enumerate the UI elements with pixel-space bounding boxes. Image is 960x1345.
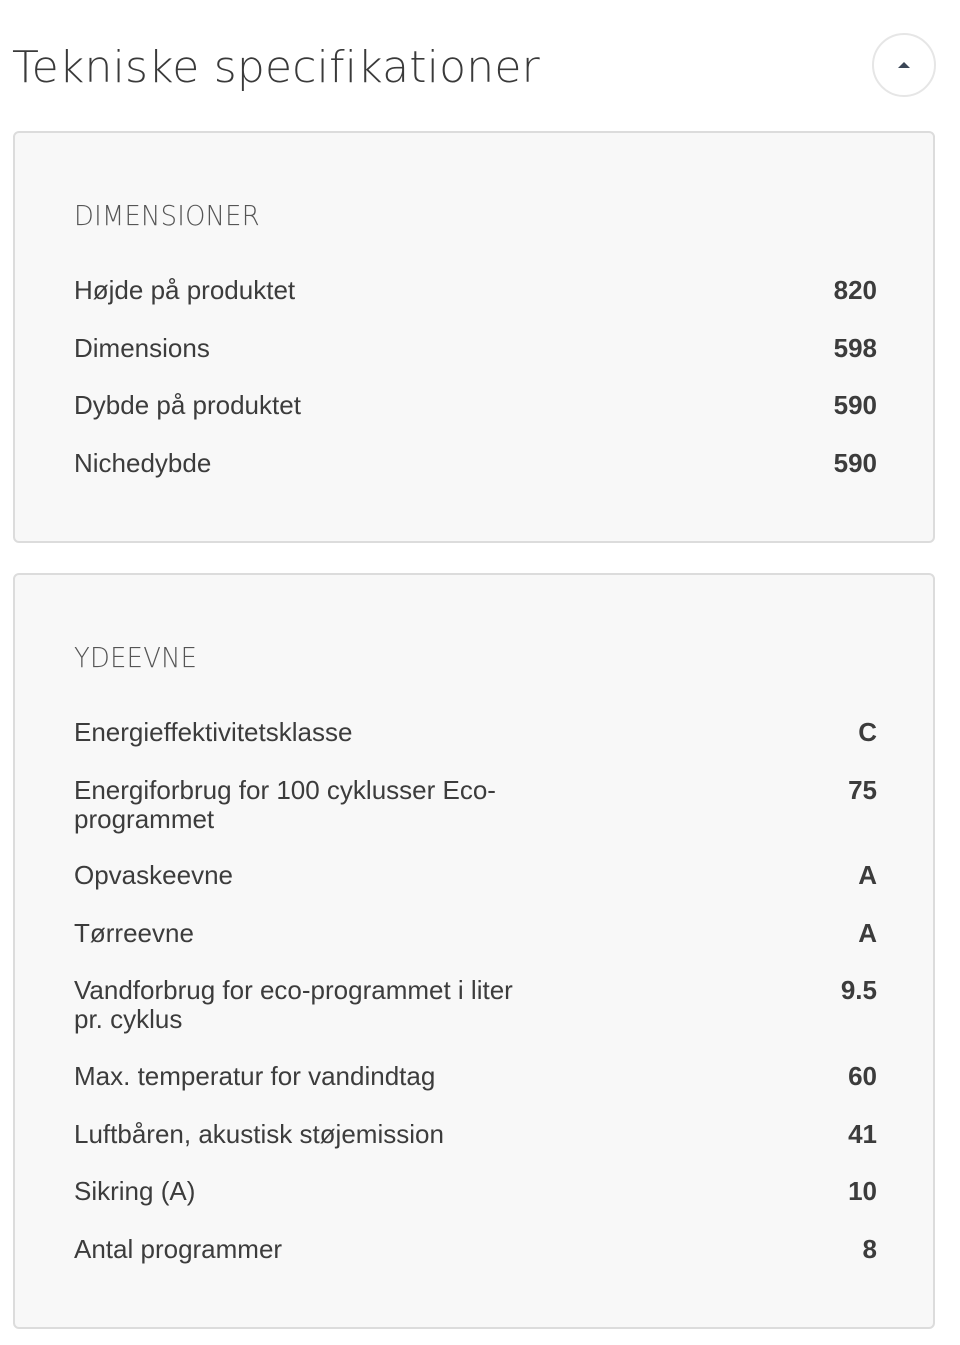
dimensions-heading: DIMENSIONER <box>74 199 260 232</box>
spec-label: Energiforbrug for 100 cyklusser Eco-programmet <box>74 775 496 834</box>
spec-row <box>74 919 877 948</box>
spec-label: Energieffektivitetsklasse <box>74 717 353 747</box>
spec-value: 820 <box>833 275 877 305</box>
spec-row <box>74 276 877 305</box>
spec-label: Nichedybde <box>74 448 212 478</box>
spec-value: 590 <box>833 448 877 478</box>
spec-value: 9.5 <box>840 975 877 1005</box>
spec-row <box>74 1177 877 1206</box>
spec-row <box>74 391 877 420</box>
performance-card <box>13 573 935 1329</box>
page-title: Tekniske specifikationer <box>12 42 540 93</box>
spec-value: 10 <box>848 1176 877 1206</box>
spec-label: Sikring (A) <box>74 1176 196 1206</box>
spec-row <box>74 861 877 890</box>
spec-value: 75 <box>848 775 877 805</box>
caret-up-icon <box>896 60 912 70</box>
spec-label: Højde på produktet <box>74 275 296 305</box>
collapse-button[interactable] <box>872 33 936 97</box>
spec-value: 41 <box>848 1119 877 1149</box>
dimensions-card <box>13 131 935 543</box>
spec-row <box>74 1062 877 1091</box>
spec-label: Tørreevne <box>74 918 194 948</box>
spec-row <box>74 334 877 363</box>
spec-label: Dimensions <box>74 333 210 363</box>
spec-label: Max. temperatur for vandindtag <box>74 1061 436 1091</box>
spec-row <box>74 1120 877 1149</box>
spec-label: Luftbåren, akustisk støjemission <box>74 1119 444 1149</box>
spec-row <box>74 1235 877 1264</box>
spec-value: 590 <box>833 390 877 420</box>
spec-row <box>74 776 877 834</box>
spec-row <box>74 718 877 747</box>
spec-row <box>74 976 877 1034</box>
spec-label: Opvaskeevne <box>74 860 233 890</box>
spec-label: Antal programmer <box>74 1234 283 1264</box>
spec-value: 8 <box>862 1234 877 1264</box>
spec-label: Vandforbrug for eco-programmet i liter pr. cyklus <box>74 975 513 1034</box>
spec-row <box>74 449 877 478</box>
spec-value: C <box>858 717 877 747</box>
spec-value: 598 <box>833 333 877 363</box>
spec-label: Dybde på produktet <box>74 390 301 420</box>
spec-value: A <box>858 918 877 948</box>
performance-heading: YDEEVNE <box>74 641 198 674</box>
spec-value: 60 <box>848 1061 877 1091</box>
spec-value: A <box>858 860 877 890</box>
